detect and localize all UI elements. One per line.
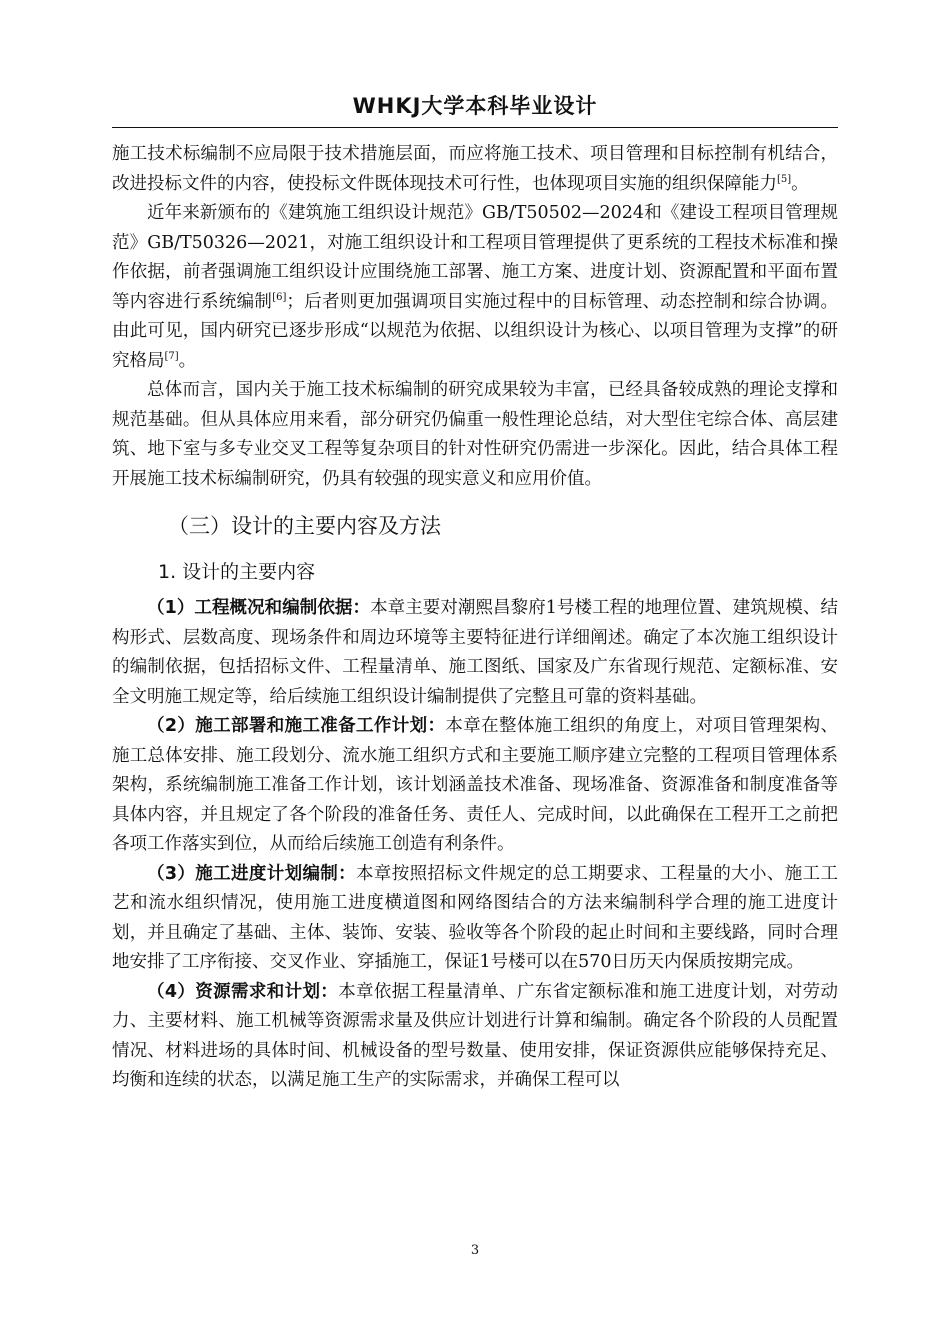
header-rule xyxy=(112,127,838,128)
item-text: 本章依据工程量清单、广东省定额标准和施工进度计划，对劳动力、主要材料、施工机械等资源需求量及供应计划进行计算和编制。确定各个阶段的人员配置情况、材料进场的具体时间、机械设备的型号数量、使用安排，保证资源供应能够保持充足、均衡和连续的状态，以满足施工生产的实际需求，并确保工程可以 xyxy=(112,981,838,1090)
citation-5: [5] xyxy=(777,173,792,185)
subsection-heading: 1. 设计的主要内容 xyxy=(158,561,316,583)
content-item-schedule xyxy=(112,860,838,978)
item-text: 本章按照招标文件规定的总工期要求、工程量的大小、施工工艺和流水组织情况，使用施工进度横道图和网络图结合的方法来编制科学合理的施工进度计划，并且确定了基础、主体、装饰、安装、验收等各个阶段的起止时间和主要线路，同时合理地安排了工序衔接、交叉作业、穿插施工，保证1号楼可以在570日历天内保质按期完成。 xyxy=(112,863,838,972)
page-header-title: WHKJ大学本科毕业设计 xyxy=(352,94,598,118)
citation-6: [6] xyxy=(272,291,287,303)
paragraph-standards xyxy=(112,199,838,376)
citation-7: [7] xyxy=(164,350,179,362)
paragraph-text: 施工技术标编制不应局限于技术措施层面，而应将施工技术、项目管理和目标控制有机结合，改进投标文件的内容，使投标文件既体现技术可行性，也体现项目实施的组织保障能力 xyxy=(112,144,838,194)
paragraph-text: 总体而言，国内关于施工技术标编制的研究成果较为丰富，已经具备较成熟的理论支撑和规范基础。但从具体应用来看，部分研究仍偏重一般性理论总结，对大型住宅综合体、高层建筑、地下室与多专业交叉工程等复杂项目的针对性研究仍需进一步深化。因此，结合具体工程开展施工技术标编制研究，仍具有较强的现实意义和应用价值。 xyxy=(112,380,838,489)
page-body xyxy=(112,140,838,1096)
paragraph-end: 。 xyxy=(178,350,197,371)
content-item-overview xyxy=(112,594,838,712)
item-text: 本章主要对潮熙昌黎府1号楼工程的地理位置、建筑规模、结构形式、层数高度、现场条件和周边环境等主要特征进行详细阐述。确定了本次施工组织设计的编制依据，包括招标文件、工程量清单、施工图纸、国家及广东省现行规范、定额标准、安全文明施工规定等，给后续施工组织设计编制提供了完整且可靠的资料基础。 xyxy=(112,598,838,707)
item-lead: （3）施工进度计划编制： xyxy=(147,863,357,884)
content-item-deployment xyxy=(112,712,838,860)
item-lead: （4）资源需求和计划： xyxy=(147,981,339,1002)
item-text: 本章在整体施工组织的角度上，对项目管理架构、施工总体安排、施工段划分、流水施工组织方式和主要施工顺序建立完整的工程项目管理体系架构，系统编制施工准备工作计划，该计划涵盖技术准备、现场准备、资源准备和制度准备等具体内容，并且规定了各个阶段的准备任务、责任人、完成时间，以此确保在工程开工之前把各项工作落实到位，从而给后续施工创造有利条件。 xyxy=(112,716,838,854)
item-lead: （2）施工部署和施工准备工作计划： xyxy=(147,716,446,736)
paragraph-summary xyxy=(112,376,838,494)
paragraph-text-continued: ；后者则更加强调项目实施过程中的目标管理、动态控制和综合协调。由此可见，国内研究已逐步形成“以规范为依据、以组织设计为核心、以项目管理为支撑”的研究格局 xyxy=(112,291,839,371)
paragraph-tech-bid-scope xyxy=(112,140,838,199)
paragraph-text: 近年来新颁布的《建筑施工组织设计规范》GB/T50502—2024和《建设工程项目管理规范》GB/T50326—2021，对施工组织设计和工程项目管理提供了更系统的工程技术标准和操作依据，前者强调施工组织设计应围绕施工部署、施工方案、进度计划、资源配置和平面布置等内容进行系统编制 xyxy=(112,203,838,312)
paragraph-end: 。 xyxy=(791,173,809,194)
section-heading: （三）设计的主要内容及方法 xyxy=(168,514,441,538)
page-number: 3 xyxy=(470,1243,480,1258)
content-item-resources xyxy=(112,978,838,1096)
item-lead: （1）工程概况和编制依据： xyxy=(147,598,371,618)
